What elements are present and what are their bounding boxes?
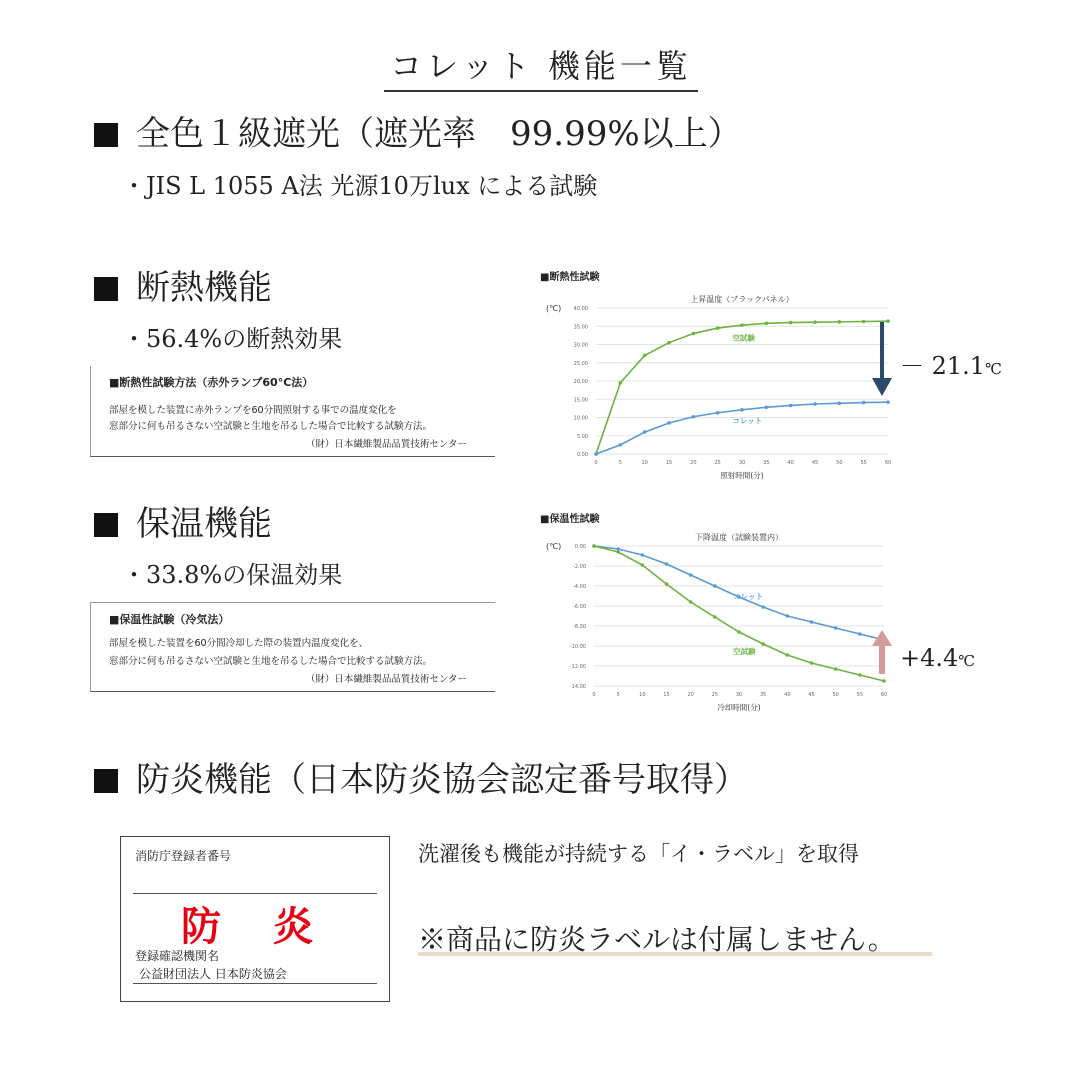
data-point [789,321,793,325]
y-tick-label: -2.00 [573,564,586,570]
x-tick-label: 0 [592,692,596,698]
section-heading-insulation [94,266,272,310]
data-point [862,401,866,405]
data-point [665,582,669,586]
data-point [834,667,838,671]
data-point [740,323,744,327]
y-tick-label: 30.00 [573,342,588,349]
method-title: ■断熱性試験方法（赤外ランプ60°C法） [109,376,314,389]
x-axis-label: 照射時間(分) [720,471,764,480]
x-tick-label: 35 [759,692,767,698]
y-tick-label: 15.00 [573,397,588,404]
data-point [619,381,623,385]
data-point [838,320,842,324]
warmth-bullet: ・33.8%の保温効果 [122,561,343,589]
data-point [713,615,717,619]
data-point [834,626,838,630]
insulation-diff [900,346,1002,381]
y-axis-label: (℃) [546,542,562,551]
data-point [665,562,669,566]
data-point [667,421,671,425]
data-point [838,401,842,405]
y-tick-label: -14.00 [569,684,586,690]
y-axis-label: (℃) [546,304,562,313]
x-tick-label: 55 [856,692,864,698]
x-tick-label: 50 [836,460,843,466]
data-point [592,544,596,548]
data-point [862,320,866,324]
card-divider [133,893,377,894]
section-heading-light-blocking [94,112,742,156]
data-point [882,679,886,683]
data-point [761,642,765,646]
y-tick-label: 10.00 [573,415,588,422]
series-label: 空試験 [733,647,756,656]
x-tick-label: 30 [738,460,746,466]
data-point [810,620,814,624]
x-tick-label: 60 [880,692,888,698]
data-point [765,322,769,326]
insulation-chart-caption: ■断熱性試験 [540,272,600,283]
chart-title: 上昇温度（ブラックパネル） [690,295,794,304]
x-tick-label: 30 [735,692,743,698]
page-title: コレット 機能一覧 [384,46,698,92]
data-point [858,632,862,636]
insulation-diff-value: － 21.1 [900,352,986,380]
insulation-diff-unit: ℃ [985,360,1002,378]
down-arrow-icon [870,322,894,398]
method-source: （財）日本繊維製品品質技術センター [305,439,467,450]
method-line-1: 部屋を模した装置を60分間冷却した際の装置内温度変化を、 [109,638,369,649]
data-point [667,341,671,345]
data-point [716,411,720,415]
data-point [689,600,693,604]
x-tick-label: 10 [641,460,648,466]
data-point [641,553,645,557]
warmth-method-box [90,602,495,692]
series-label: コレット [733,592,764,601]
section-heading-text: 断熱機能 [136,268,272,308]
y-tick-label: -8.00 [573,624,586,630]
card-divider [133,983,377,984]
insulation-bullet: ・56.4%の断熱効果 [122,325,343,353]
data-point [641,563,645,567]
x-tick-label: 5 [616,692,620,698]
y-tick-label: -10.00 [569,644,586,650]
x-tick-label: 35 [763,460,770,466]
data-point [713,584,717,588]
fire-label-card [120,836,390,1002]
x-tick-label: 0 [594,460,598,466]
x-tick-label: 5 [618,460,622,466]
data-point [813,402,817,406]
x-tick-label: 25 [711,692,719,698]
section-heading-warmth [94,502,272,546]
data-point [810,661,814,665]
square-bullet-icon [94,277,118,301]
method-line-2: 窓部分に何も吊るさない空試験と生地を吊るした場合で比較する試験方法。 [109,421,433,432]
y-tick-label: -12.00 [569,664,586,670]
data-point [858,673,862,677]
x-tick-label: 55 [860,460,867,466]
x-tick-label: 15 [665,460,673,466]
section-heading-text: 保温機能 [136,504,272,544]
y-tick-label: 0.00 [574,544,586,550]
x-tick-label: 50 [832,692,839,698]
method-source: （財）日本繊維製品品質技術センター [305,674,467,685]
chart-title: 下降温度（試験装置内） [695,533,783,542]
series-label: コレット [732,416,763,426]
data-point [740,408,744,412]
warmth-diff-unit: ℃ [958,652,976,670]
method-line-2: 窓部分に何も吊るさない空試験と生地を吊るした場合で比較する試験方法。 [109,656,433,667]
insulation-chart [536,286,906,486]
light-blocking-bullet: ・JIS L 1055 A法 光源10万lux による試験 [122,172,598,200]
x-tick-label: 45 [811,460,819,466]
y-tick-label: -4.00 [573,584,586,590]
data-point [765,405,769,409]
x-tick-label: 40 [784,692,791,698]
fire-label-notice: ※商品に防炎ラベルは付属しません。 [418,923,896,956]
card-org-name: 公益財団法人 日本防炎協会 [139,967,287,981]
data-point [692,415,696,419]
data-point [789,404,793,408]
x-tick-label: 20 [687,692,694,698]
warmth-diff [900,644,975,672]
y-tick-label: 40.00 [573,306,588,312]
x-tick-label: 60 [884,460,892,466]
x-tick-label: 25 [714,460,721,466]
x-tick-label: 20 [690,460,697,466]
data-point [594,452,598,456]
x-tick-label: 15 [663,692,670,698]
data-point [689,573,693,577]
y-tick-label: -6.00 [573,604,586,610]
x-tick-label: 45 [808,692,815,698]
square-bullet-icon [94,123,118,147]
square-bullet-icon [94,513,118,537]
data-point [692,332,696,336]
y-tick-label: 5.00 [576,433,588,440]
data-point [737,630,741,634]
data-point [786,614,790,618]
card-header: 消防庁登録者番号 [135,849,232,863]
data-point [886,400,890,404]
data-point [643,354,647,358]
data-point [643,430,647,434]
section-heading-fire [94,758,748,802]
y-tick-label: 0.00 [576,452,588,458]
method-title: ■保温性試験（冷気法） [109,613,230,626]
y-tick-label: 20.00 [573,379,588,385]
y-tick-label: 25.00 [573,360,588,367]
x-tick-label: 10 [639,692,646,698]
y-tick-label: 35.00 [573,324,588,331]
series-label: 空試験 [732,333,755,343]
warmth-chart-caption: ■保温性試験 [540,514,600,525]
warmth-diff-value: +4.4 [900,644,959,672]
data-point [761,605,765,609]
section-heading-text: 全色１級遮光（遮光率 99.99%以上） [136,114,742,154]
x-axis-label: 冷却時間(分) [717,703,761,712]
fire-mark-logo: 防 炎 [181,904,319,950]
data-point [716,326,720,330]
data-point [786,653,790,657]
x-tick-label: 40 [787,460,794,466]
section-heading-text: 防炎機能（日本防炎協会認定番号取得） [136,760,748,800]
method-line-1: 部屋を模した装置に赤外ランプを60分間照射する事での温度変化を [109,405,397,416]
data-point [619,443,623,447]
warmth-chart [536,530,906,720]
data-point [616,550,620,554]
fire-description: 洗濯後も機能が持続する「イ・ラベル」を取得 [418,842,859,866]
square-bullet-icon [94,769,118,793]
insulation-method-box [90,366,495,457]
data-point [813,320,817,324]
up-arrow-icon [870,630,894,674]
card-org-label: 登録確認機関名 [135,949,220,963]
